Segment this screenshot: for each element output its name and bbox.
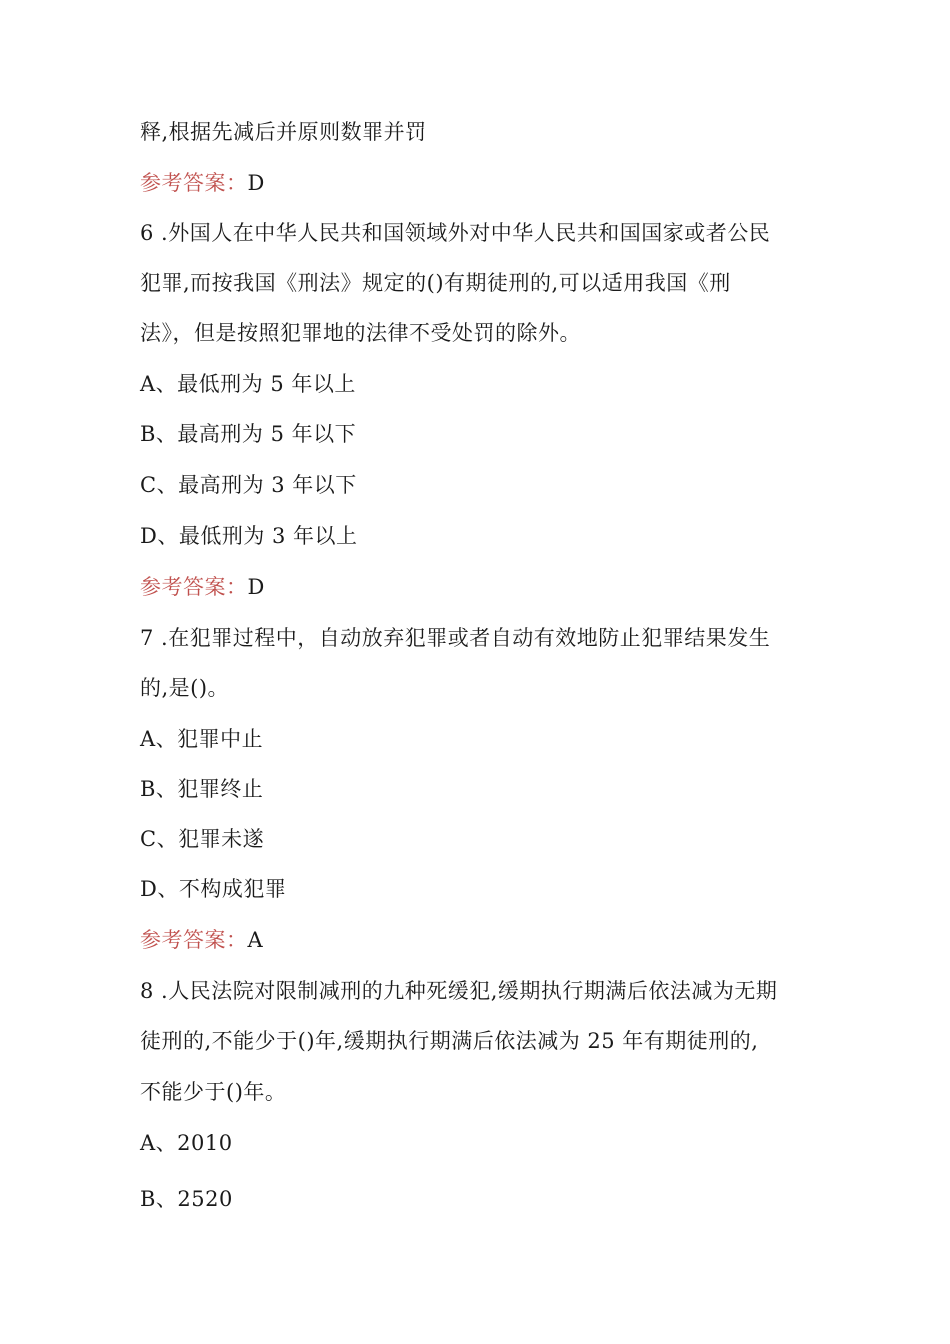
answer-value: A — [247, 928, 264, 952]
text-line: 释,根据先减后并原则数罪并罚 — [140, 120, 427, 144]
option-b: B、最高刑为 5 年以下 — [140, 422, 357, 446]
option-a: A、犯罪中止 — [140, 727, 264, 751]
question-8-line-3: 不能少于()年。 — [140, 1080, 287, 1104]
question-8-line-1: 8 .人民法院对限制减刑的九种死缓犯,缓期执行期满后依法减为无期 — [140, 979, 778, 1003]
option-d: D、不构成犯罪 — [140, 877, 287, 901]
answer-label: 参考答案： — [140, 171, 248, 195]
answer-label: 参考答案： — [140, 575, 248, 599]
answer-line — [140, 168, 265, 198]
answer-line — [140, 925, 263, 955]
question-6-line-1: 6 .外国人在中华人民共和国领域外对中华人民共和国国家或者公民 — [140, 221, 771, 245]
question-7-line-1: 7 .在犯罪过程中，自动放弃犯罪或者自动有效地防止犯罪结果发生 — [140, 626, 771, 650]
question-7-line-2: 的,是()。 — [140, 676, 230, 700]
question-8-line-2: 徒刑的,不能少于()年,缓期执行期满后依法减为 25 年有期徒刑的, — [140, 1029, 759, 1053]
option-a: A、最低刑为 5 年以上 — [140, 372, 356, 396]
option-d: D、最低刑为 3 年以上 — [140, 524, 358, 548]
question-6-line-2: 犯罪,而按我国《刑法》规定的()有期徒刑的,可以适用我国《刑 — [140, 271, 731, 295]
option-c: C、最高刑为 3 年以下 — [140, 473, 357, 497]
option-b: B、犯罪终止 — [140, 777, 264, 801]
question-6-line-3: 法》，但是按照犯罪地的法律不受处罚的除外。 — [140, 321, 581, 345]
answer-line — [140, 572, 265, 602]
option-b: B、2520 — [140, 1187, 233, 1211]
answer-value: D — [247, 171, 265, 195]
option-a: A、2010 — [140, 1131, 233, 1155]
answer-value: D — [247, 575, 265, 599]
option-c: C、犯罪未遂 — [140, 827, 265, 851]
answer-label: 参考答案： — [140, 928, 248, 952]
